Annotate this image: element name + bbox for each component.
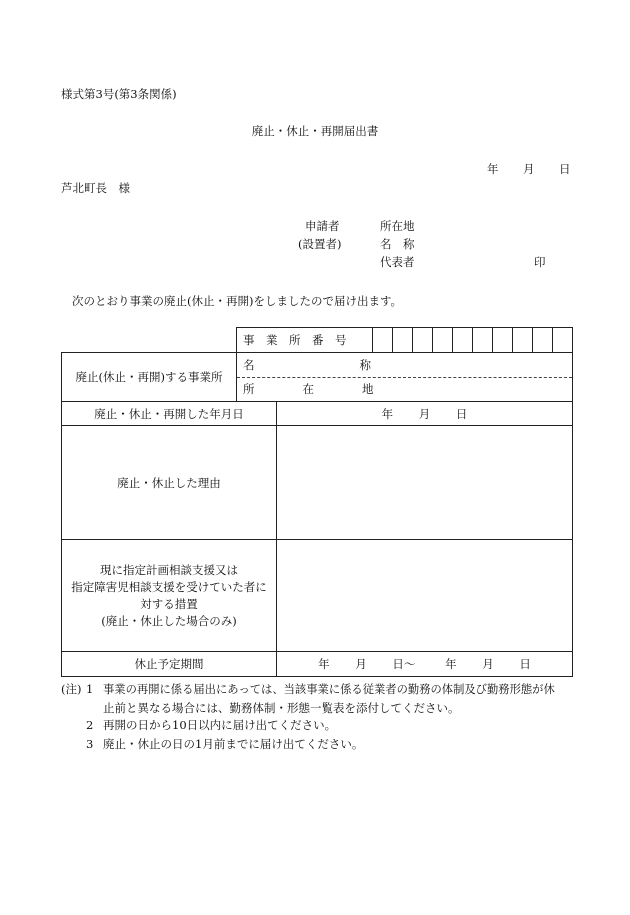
note-1-line1: 事業の再開に係る届出にあっては、当該事業に係る従業者の勤務の体制及び勤務形態が休 — [103, 683, 555, 696]
measures-label-line2: 指定障害児相談支援を受けていた者に — [71, 579, 267, 594]
reason-input[interactable] — [277, 426, 573, 540]
seal-mark: 印 — [534, 255, 546, 269]
change-date-label: 廃止・休止・再開した年月日 — [62, 402, 277, 426]
office-details-cell — [237, 353, 573, 402]
note-2-text: 再開の日から10日以内に届け出てください。 — [103, 718, 337, 732]
date-month-label: 月 — [523, 162, 535, 176]
note-3-text: 廃止・休止の日の1月前までに届け出てください。 — [103, 737, 364, 751]
measures-label-line4: (廃止・休止した場合のみ) — [101, 613, 237, 628]
measures-label-line1: 現に指定計画相談支援又は — [100, 562, 238, 577]
note-1-line2: 止前と異なる場合には、勤務体制・形態一覧表を添付してください。 — [103, 701, 460, 715]
office-number-label-cell — [237, 328, 373, 353]
representative-label: 代表者 — [380, 255, 415, 269]
installer-label: (設置者) — [298, 237, 342, 251]
office-name-row[interactable]: 名 称 — [237, 353, 572, 378]
addressee: 芦北町長 様 — [61, 181, 130, 195]
office-label: 廃止(休止・再開)する事業所 — [62, 353, 237, 402]
office-address-row[interactable]: 所 在 地 — [243, 382, 374, 397]
notification-form-table — [61, 327, 573, 677]
document-title: 廃止・休止・再開届出書 — [251, 124, 379, 138]
form-number: 様式第3号(第3条関係) — [61, 87, 177, 101]
office-number-input[interactable] — [373, 328, 573, 353]
notes-prefix: (注) — [61, 682, 82, 696]
reason-label: 廃止・休止した理由 — [62, 426, 277, 540]
note-3-number: 3 — [86, 737, 94, 751]
applicant-label: 申請者 — [305, 219, 340, 233]
name-label: 名 称 — [380, 237, 415, 251]
change-date-input[interactable]: 年 月 日 — [277, 402, 573, 426]
office-number-digit-cells — [373, 328, 572, 352]
suspension-period-label: 休止予定期間 — [62, 652, 277, 677]
date-day-label: 日 — [559, 162, 571, 176]
measures-label-line3: 対する措置 — [140, 596, 198, 611]
empty-corner-cell — [62, 328, 237, 353]
note-1-number: 1 — [86, 682, 94, 696]
measures-input[interactable] — [277, 540, 573, 652]
office-number-label: 事 業 所 番 号 — [243, 333, 347, 347]
intro-text: 次のとおり事業の廃止(休止・再開)をしましたので届け出ます。 — [72, 294, 403, 308]
measures-label-cell — [62, 540, 277, 652]
note-2-number: 2 — [86, 718, 94, 732]
address-label: 所在地 — [380, 219, 415, 233]
suspension-period-input[interactable]: 年 月 日～ 年 月 日 — [277, 652, 573, 677]
date-year-label: 年 — [487, 162, 499, 176]
